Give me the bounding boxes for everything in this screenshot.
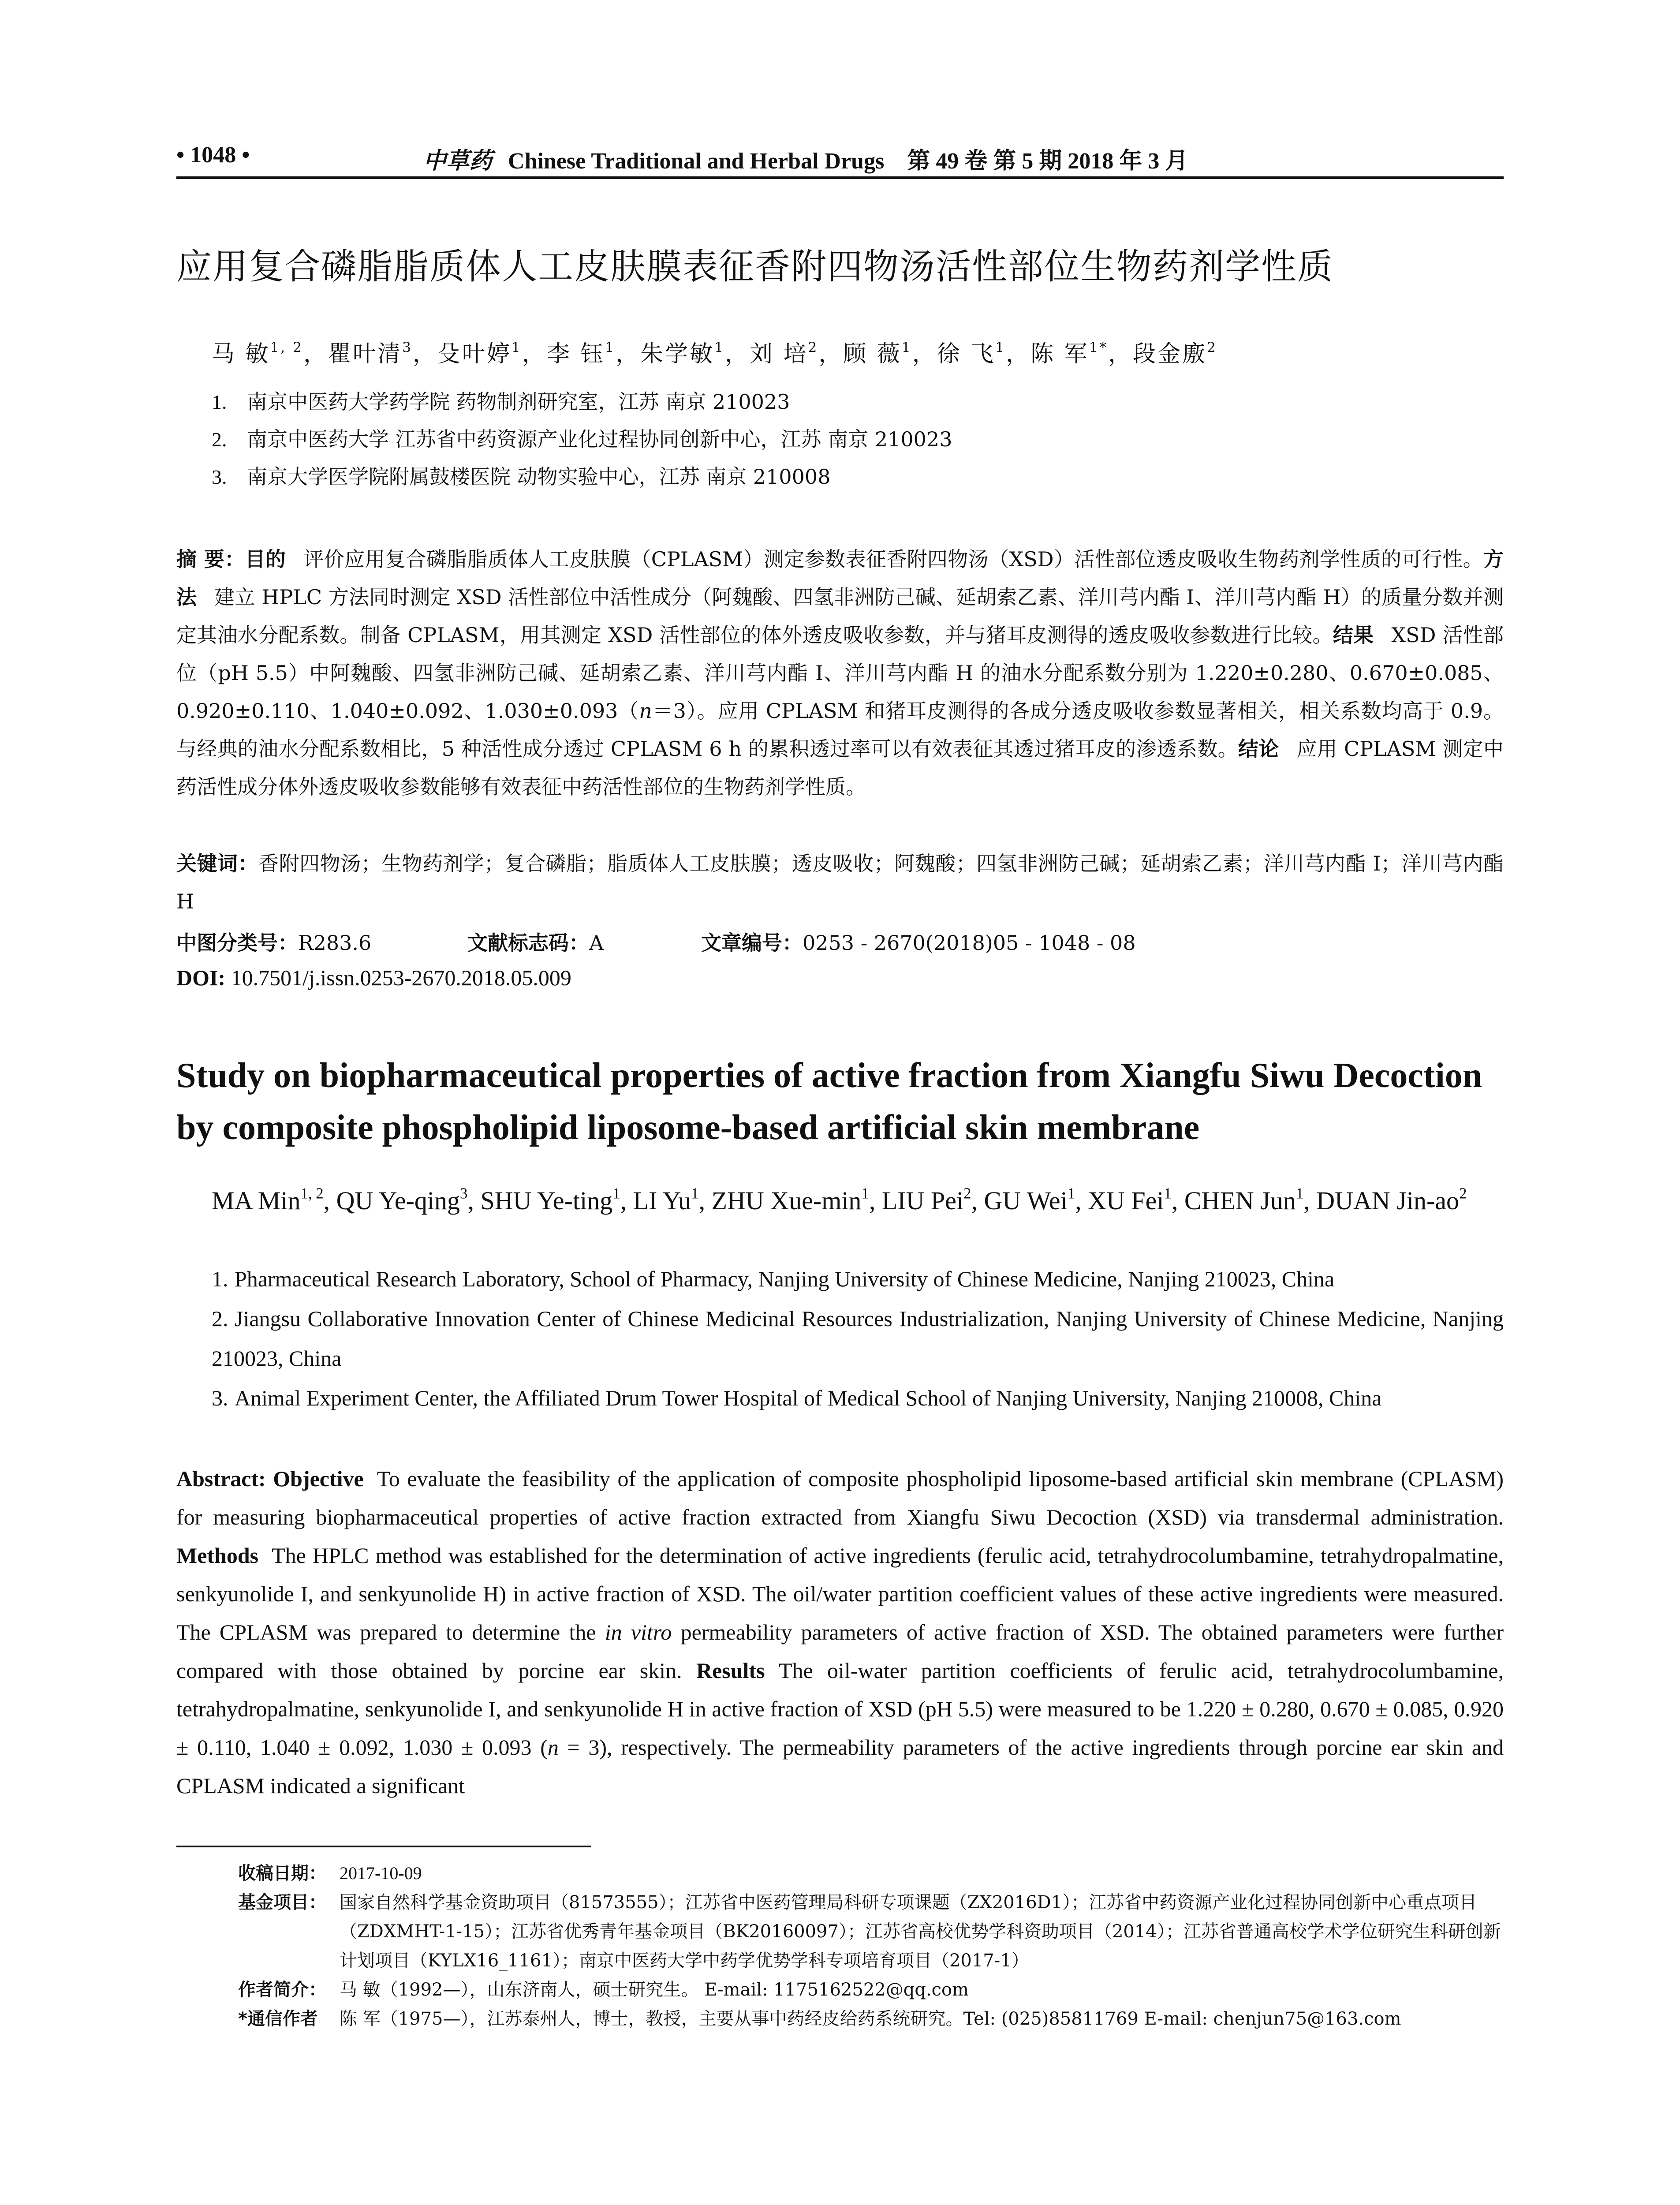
doc-code-value: A — [589, 931, 604, 955]
footnotes — [238, 1859, 1504, 2033]
results-en-text: The oil-water partition coefficients of ferulic acid, tetrahydrocolumbamine, tetrahydropalmatine, senkyunolide I, and senkyunolide H in active fraction of XSD (pH 5.5) were measured to be 1.220 ± 0.280, 0.670 ± 0.085, 0.920 ± 0.110, 1.040 ± 0.092, 1.030 ± 0.093 (n = 3), respectively. The permeability parameters of the active ingredients through porcine ear skin and CPLASM indicated a significant — [176, 1658, 1504, 1798]
header-rule — [176, 176, 1504, 179]
doc-code-label: 文献标志码： — [467, 931, 589, 955]
footnote-received: 收稿日期： 2017-10-09 — [238, 1863, 422, 1884]
affiliation-cn-3: 3. 南京大学医学院附属鼓楼医院 动物实验中心，江苏 南京 210008 — [212, 465, 831, 489]
classification-line — [176, 927, 1136, 956]
methods-cn-label: 方法 — [176, 547, 1504, 609]
keywords-cn — [176, 845, 1504, 920]
author-list-cn: 马 敏$^{1, 2}$，瞿叶清$^3$，殳叶婷$^1$，李 钰$^1$，朱学敏$^1$，刘 培$^2$，顾 薇$^1$，徐 飞$^1$，陈 军$^{1*}$，段金廒$^2$ — [212, 340, 1217, 367]
doi-line — [176, 965, 571, 990]
objective-cn-text: 评价应用复合磷脂脂质体人工皮肤膜（CPLASM）测定参数表征香附四物汤（XSD）活性部位透皮吸收生物药剂学性质的可行性。 — [303, 547, 1484, 571]
journal-name — [423, 142, 1188, 175]
abstract-en — [176, 1460, 1504, 1805]
abstract-cn-label: 摘 要： — [176, 547, 245, 571]
journal-issue: 第 49 卷 第 5 期 2018 年 3 月 — [907, 149, 1188, 174]
footnote-rule — [176, 1846, 591, 1847]
affiliation-en-3: 3. Animal Experiment Center, the Affiliated Drum Tower Hospital of Medical School of Nanjing University, Nanjing 210008, China — [212, 1386, 1382, 1410]
footnote-author: 作者简介： 马 敏（1992—），山东济南人，硕士研究生。 E-mail: 1175162522@qq.com — [238, 1980, 969, 2000]
affiliation-cn-2: 2. 南京中医药大学 江苏省中药资源产业化过程协同创新中心，江苏 南京 210023 — [212, 427, 952, 451]
page-number: • 1048 • — [176, 142, 250, 168]
objective-en-label: Objective — [273, 1466, 364, 1491]
affiliation-cn-1: 1. 南京中医药大学药学院 药物制剂研究室，江苏 南京 210023 — [212, 390, 790, 414]
results-en-label: Results — [696, 1658, 765, 1683]
abstract-en-label: Abstract: — [176, 1466, 266, 1491]
doi-label: DOI: — [176, 965, 226, 990]
conclusion-cn-text: 应用 CPLASM 测定中药活性成分体外透皮吸收参数能够有效表征中药活性部位的生物药剂学性质。 — [176, 737, 1504, 799]
objective-cn-label: 目的 — [245, 547, 286, 571]
article-no-label: 文章编号： — [701, 931, 803, 955]
footnote-corresponding: *通信作者 陈 军（1975—），江苏泰州人，博士，教授，主要从事中药经皮给药系统研究。Tel: (025)85811769 E-mail: chenjun75@163.com — [238, 2009, 1401, 2029]
keywords-cn-label: 关键词： — [176, 852, 259, 875]
methods-en-label: Methods — [176, 1543, 259, 1568]
clc-value: R283.6 — [298, 931, 372, 955]
keywords-cn-text: 香附四物汤；生物药剂学；复合磷脂；脂质体人工皮肤膜；透皮吸收；阿魏酸；四氢非洲防己碱；延胡索乙素；洋川芎内酯 I；洋川芎内酯 H — [176, 852, 1504, 913]
abstract-cn — [176, 540, 1504, 806]
article-title-en: Study on biopharmaceutical properties of active fraction from Xiangfu Siwu Decoction by composite phospholipid liposome-based artificial skin membrane — [176, 1056, 1482, 1147]
conclusion-cn-label: 结论 — [1238, 737, 1279, 761]
doi-value: 10.7501/j.issn.0253-2670.2018.05.009 — [231, 965, 571, 990]
objective-en-text: To evaluate the feasibility of the application of composite phospholipid liposome-based artificial skin membrane (CPLASM) for measuring biopharmaceutical properties of active fraction extracted from Xiangfu Siwu Decoction (XSD) via transdermal administration. — [176, 1466, 1504, 1529]
footnote-fund: 基金项目： 国家自然科学基金资助项目（81573555）；江苏省中医药管理局科研专项课题（ZX2016D1）；江苏省中药资源产业化过程协同创新中心重点项目（ZDXMHT-1-15）；江苏省优秀青年基金项目（BK20160097）；江苏省高校优势学科资助项目（2014）；江苏省普通高校学术学位研究生科研创新计划项目（KYLX16_1161）；南京中医药大学中药学优势学科专项培育项目（2017-1） — [238, 1892, 1501, 1971]
clc-label: 中图分类号： — [176, 931, 298, 955]
running-header — [176, 132, 1504, 172]
affiliation-en-2: 2. Jiangsu Collaborative Innovation Center of Chinese Medicinal Resources Industrialization, Nanjing University of Chinese Medicine, Nanjing 210023, China — [212, 1306, 1504, 1371]
author-list-en: MA Min$^{1, 2}$, QU Ye-qing$^3$, SHU Ye-ting$^1$, LI Yu$^1$, ZHU Xue-$\min^1$, LIU Pei$^2$, GU Wei$^1$, XU Fei$^1$, CHEN Jun$^1$, DUAN Jin-$ao^2$ — [212, 1185, 1467, 1215]
article-no-value: 0253 - 2670(2018)05 - 1048 - 08 — [803, 931, 1136, 955]
journal-name-en: Chinese Traditional and Herbal Drugs — [508, 149, 885, 174]
methods-en-text: The HPLC method was established for the determination of active ingredients (ferulic acid, tetrahydrocolumbamine, tetrahydropalmatine, senkyunolide I, and senkyunolide H) in active fraction of XSD. The oil/water partition coefficient values of these active ingredients were measured. The CPLASM was prepared to determine the in vitro permeability parameters of active fraction of XSD. The obtained parameters were further compared with those obtained by porcine ear skin. — [176, 1543, 1504, 1683]
article-title-cn: 应用复合磷脂脂质体人工皮肤膜表征香附四物汤活性部位生物药剂学性质 — [176, 246, 1333, 287]
methods-cn-text: 建立 HPLC 方法同时测定 XSD 活性部位中活性成分（阿魏酸、四氢非洲防己碱、延胡索乙素、洋川芎内酯 I、洋川芎内酯 H）的质量分数并测定其油水分配系数。制备 CPLASM，用其测定 XSD 活性部位的体外透皮吸收参数，并与猪耳皮测得的透皮吸收参数进行比较。 — [176, 585, 1504, 647]
affiliation-en-1: 1. Pharmaceutical Research Laboratory, School of Pharmacy, Nanjing University of Chinese Medicine, Nanjing 210023, China — [212, 1267, 1335, 1291]
results-cn-label: 结果 — [1333, 623, 1374, 647]
journal-name-cn: 中草药 — [423, 147, 493, 174]
results-cn-text: XSD 活性部位（pH 5.5）中阿魏酸、四氢非洲防己碱、延胡索乙素、洋川芎内酯 I、洋川芎内酯 H 的油水分配系数分别为 1.220±0.280、0.670±0.085、0.920±0.110、1.040±0.092、1.030±0.093（n＝3）。应用 CPLASM 和猪耳皮测得的各成分透皮吸收参数显著相关，相关系数均高于 0.9。与经典的油水分配系数相比，5 种活性成分透过 CPLASM 6 h 的累积透过率可以有效表征其透过猪耳皮的渗透系数。 — [176, 623, 1504, 761]
